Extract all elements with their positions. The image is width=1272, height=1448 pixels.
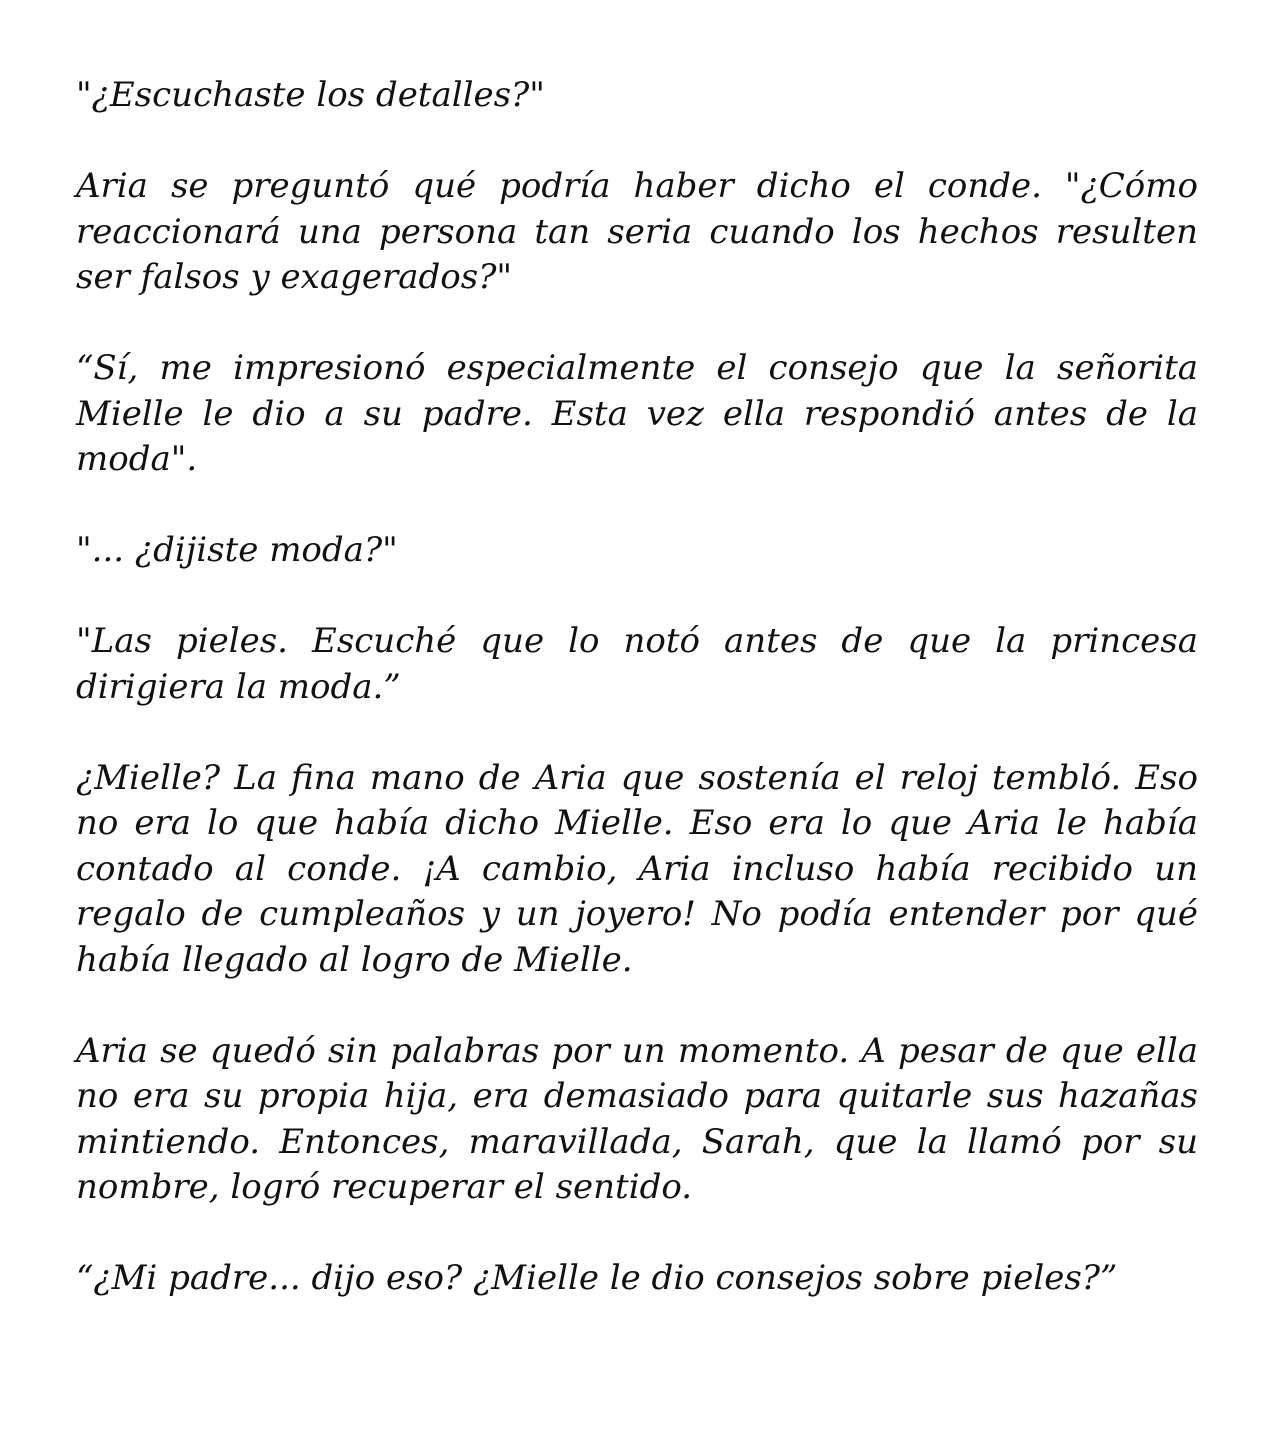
paragraph: Aria se preguntó qué podría haber dicho el conde. "¿Cómo reaccionará una persona tan seria cuando los hechos resulten ser falsos y exagerados?" (76, 166, 1198, 297)
paragraph: "¿Escuchaste los detalles?" (76, 75, 545, 115)
paragraph: ¿Mielle? La fina mano de Aria que sostenía el reloj tembló. Eso no era lo que había dicho Mielle. Eso era lo que Aria le había contado al conde. ¡A cambio, Aria incluso había recibido un regalo de cumpleaños y un joyero! No podía entender por qué había llegado al logro de Mielle. (76, 757, 1198, 980)
paragraph: "Las pieles. Escuché que lo notó antes de que la princesa dirigiera la moda.” (76, 621, 1198, 707)
paragraph: “¿Mi padre... dijo eso? ¿Mielle le dio consejos sobre pieles?” (76, 1258, 1118, 1298)
document-page (76, 73, 1198, 1302)
paragraph: “Sí, me impresionó especialmente el consejo que la señorita Mielle le dio a su padre. Esta vez ella respondió antes de la moda". (76, 348, 1198, 479)
paragraph: Aria se quedó sin palabras por un momento. A pesar de que ella no era su propia hija, era demasiado para quitarle sus hazañas mintiendo. Entonces, maravillada, Sarah, que la llamó por su nombre, logró recuperar el sentido. (76, 1030, 1198, 1207)
paragraph: "... ¿dijiste moda?" (76, 530, 398, 570)
